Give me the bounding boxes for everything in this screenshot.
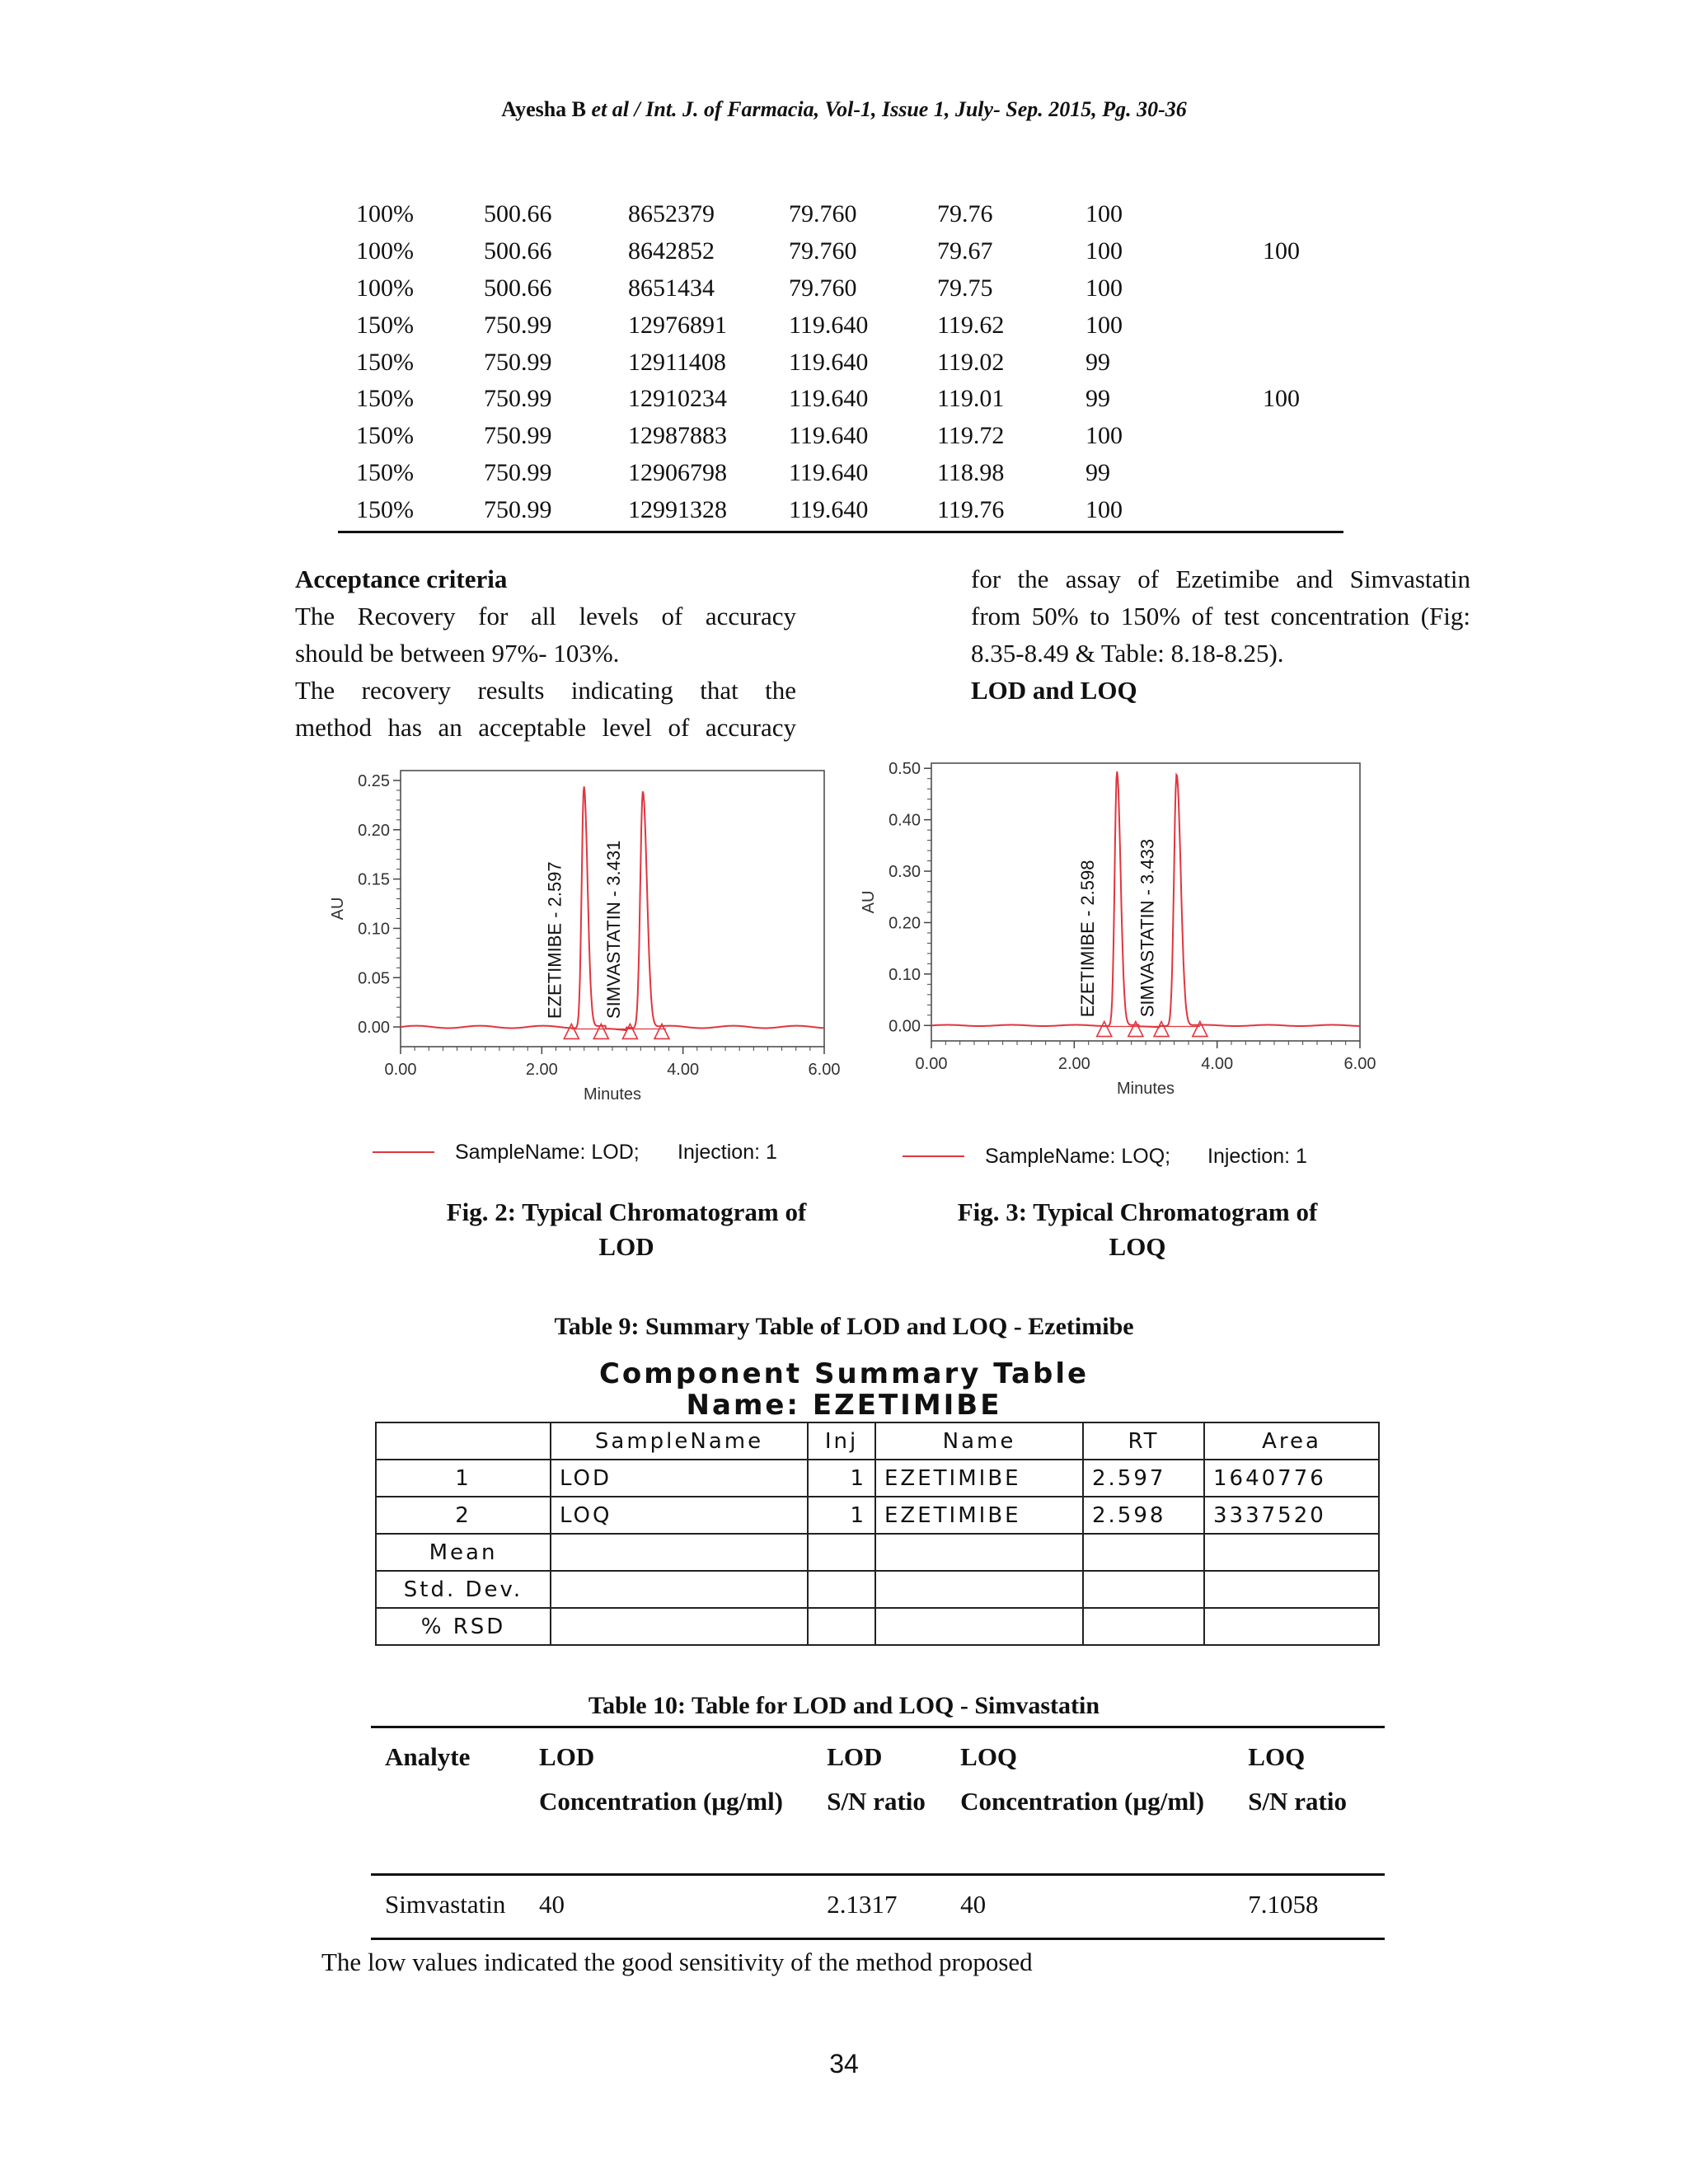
x-tick-label: 6.00	[1343, 1055, 1376, 1073]
peak-boundary-marker	[1193, 1022, 1207, 1037]
simvastatin-header-cell	[539, 1728, 827, 1824]
recovery-row	[338, 270, 1343, 307]
figure-2-caption	[429, 1195, 824, 1264]
component-cell: EZETIMIBE	[875, 1497, 1083, 1534]
peak-boundary-marker	[1128, 1022, 1143, 1037]
recovery-cell: 119.72	[937, 422, 1005, 450]
recovery-cell: 500.66	[484, 274, 552, 302]
component-cell	[1083, 1534, 1204, 1571]
simvastatin-header-line: S/N ratio	[827, 1787, 926, 1816]
component-header-cell: Name	[875, 1422, 1083, 1460]
legend-sample-name: SampleName: LOD;	[455, 1141, 640, 1164]
component-cell	[1204, 1534, 1379, 1571]
component-row	[376, 1534, 1379, 1571]
recovery-cell: 12906798	[628, 458, 727, 486]
recovery-cell: 100%	[356, 237, 414, 265]
simvastatin-header-cell	[960, 1728, 1248, 1824]
acceptance-left-column	[295, 560, 796, 746]
chromatogram-lod	[313, 762, 857, 1195]
legend-sample-name: SampleName: LOQ;	[985, 1145, 1171, 1168]
recovery-cell: 8651434	[628, 274, 715, 302]
recovery-cell: 119.640	[789, 422, 869, 450]
component-cell	[875, 1534, 1083, 1571]
recovery-cell: 79.75	[937, 274, 993, 302]
recovery-cell: 99	[1085, 458, 1110, 486]
recovery-cell: 100%	[356, 274, 414, 302]
recovery-cell: 100	[1085, 422, 1123, 450]
recovery-cell	[1263, 344, 1343, 381]
component-cell: LOQ	[551, 1497, 808, 1534]
recovery-cell	[1263, 491, 1343, 528]
recovery-cell: 119.76	[937, 495, 1005, 523]
simvastatin-table	[371, 1728, 1385, 1936]
component-summary-title	[0, 1358, 1688, 1421]
recovery-row	[338, 418, 1343, 455]
x-tick-label: 4.00	[1201, 1055, 1234, 1073]
component-cell: 2	[376, 1497, 551, 1534]
component-cell: 3337520	[1204, 1497, 1379, 1534]
simvastatin-header-row	[371, 1728, 1385, 1824]
legend-injection: Injection: 1	[1207, 1145, 1307, 1168]
component-summary-name: Name: EZETIMIBE	[686, 1389, 1002, 1422]
component-cell: 1640776	[1204, 1460, 1379, 1497]
running-header	[0, 97, 1688, 122]
y-tick-label: 0.25	[358, 771, 390, 790]
recovery-cell: 150%	[356, 495, 414, 523]
component-header-cell: SampleName	[551, 1422, 808, 1460]
component-row	[376, 1608, 1379, 1645]
figure-2-caption-line-1: Fig. 2: Typical Chromatogram of	[446, 1197, 807, 1226]
y-tick-label: 0.00	[358, 1019, 390, 1038]
recovery-cell: 119.02	[937, 348, 1005, 376]
recovery-cell: 8642852	[628, 237, 715, 265]
recovery-cell: 99	[1085, 385, 1110, 413]
header-authors: Ayesha B	[501, 97, 587, 121]
recovery-cell: 12991328	[628, 495, 727, 523]
legend-injection: Injection: 1	[678, 1141, 777, 1164]
simvastatin-header-line: LOQ	[960, 1742, 1018, 1771]
recovery-cell: 12910234	[628, 385, 727, 413]
simvastatin-header-line	[385, 1779, 539, 1824]
simvastatin-header-line: LOQ	[1248, 1742, 1306, 1771]
recovery-cell: 100	[1263, 237, 1300, 265]
component-cell	[875, 1608, 1083, 1645]
acceptance-line-1: The Recovery for all levels of accuracy	[295, 602, 796, 630]
x-tick-label: 6.00	[808, 1061, 841, 1079]
recovery-cell: 100	[1085, 311, 1123, 339]
component-cell: EZETIMIBE	[875, 1460, 1083, 1497]
recovery-cell: 100	[1085, 200, 1123, 228]
recovery-cell	[1263, 196, 1343, 233]
recovery-row	[338, 491, 1343, 528]
component-cell	[1083, 1608, 1204, 1645]
chromatogram-loq	[849, 758, 1409, 1179]
recovery-cell: 79.67	[937, 237, 993, 265]
component-cell	[808, 1534, 875, 1571]
simvastatin-cell: 40	[539, 1890, 565, 1919]
component-header-cell: Inj	[808, 1422, 875, 1460]
recovery-row	[338, 344, 1343, 381]
recovery-cell	[1263, 455, 1343, 492]
peak-label: EZETIMIBE - 2.597	[544, 861, 565, 1019]
simvastatin-spacer-row	[371, 1824, 1385, 1873]
component-row	[376, 1460, 1379, 1497]
peak-label: EZETIMIBE - 2.598	[1077, 860, 1099, 1018]
recovery-cell: 119.640	[789, 311, 869, 339]
acceptance-right-line-1: for the assay of Ezetimibe and Simvastatin	[971, 565, 1470, 593]
component-header-row	[376, 1422, 1379, 1460]
acceptance-right-column	[971, 560, 1470, 709]
recovery-cell: 150%	[356, 311, 414, 339]
acceptance-line-3: The recovery results indicating that the	[295, 676, 796, 705]
simvastatin-header-cell	[371, 1728, 539, 1824]
component-row	[376, 1571, 1379, 1608]
y-tick-label: 0.20	[358, 821, 390, 840]
simvastatin-header-cell	[1248, 1728, 1385, 1824]
recovery-table-rule	[338, 531, 1343, 533]
page-number: 34	[829, 2049, 859, 2079]
figure-2-caption-line-2: LOD	[598, 1232, 654, 1261]
y-tick-label: 0.10	[889, 965, 921, 984]
component-cell	[551, 1571, 808, 1608]
x-axis-label: Minutes	[583, 1085, 642, 1104]
y-tick-label: 0.50	[889, 760, 921, 779]
x-tick-label: 2.00	[1057, 1055, 1090, 1073]
recovery-cell: 150%	[356, 458, 414, 486]
recovery-cell	[1263, 418, 1343, 455]
figure-3-caption-line-1: Fig. 3: Typical Chromatogram of	[957, 1197, 1318, 1226]
simvastatin-header-cell	[827, 1728, 960, 1824]
recovery-cell: 12987883	[628, 422, 727, 450]
recovery-cell: 99	[1085, 348, 1110, 376]
recovery-cell: 150%	[356, 422, 414, 450]
y-tick-label: 0.15	[358, 870, 390, 889]
simvastatin-row	[371, 1873, 1385, 1936]
recovery-cell: 119.640	[789, 348, 869, 376]
component-cell	[1204, 1571, 1379, 1608]
y-axis-label: AU	[329, 897, 347, 921]
recovery-row	[338, 196, 1343, 233]
component-cell	[1204, 1608, 1379, 1645]
acceptance-right-line-2: from 50% to 150% of test concentration (Fig:	[971, 602, 1470, 630]
table-10-mid-rule	[371, 1873, 1385, 1876]
y-axis-label: AU	[860, 890, 878, 914]
recovery-cell: 750.99	[484, 458, 552, 486]
acceptance-line-2: should be between 97%- 103%.	[295, 639, 620, 668]
recovery-cell: 12911408	[628, 348, 726, 376]
acceptance-heading: Acceptance criteria	[295, 565, 508, 593]
y-tick-label: 0.00	[889, 1017, 921, 1036]
recovery-cell: 750.99	[484, 311, 552, 339]
x-axis-label: Minutes	[1116, 1080, 1175, 1098]
recovery-cell: 150%	[356, 348, 414, 376]
component-row	[376, 1497, 1379, 1534]
simvastatin-header-line: Concentration (µg/ml)	[539, 1787, 783, 1816]
y-tick-label: 0.30	[889, 863, 921, 882]
recovery-cell: 750.99	[484, 385, 552, 413]
simvastatin-cell: Simvastatin	[385, 1890, 506, 1919]
figure-3-caption	[940, 1195, 1335, 1264]
simvastatin-header-line: S/N ratio	[1248, 1787, 1347, 1816]
component-cell	[875, 1571, 1083, 1608]
x-tick-label: 4.00	[667, 1061, 700, 1079]
recovery-cell: 119.62	[937, 311, 1005, 339]
component-cell: 2.598	[1083, 1497, 1204, 1534]
recovery-row	[338, 381, 1343, 418]
component-header-cell: RT	[1083, 1422, 1204, 1460]
recovery-row	[338, 307, 1343, 344]
component-cell: % RSD	[376, 1608, 551, 1645]
simvastatin-cell: 2.1317	[827, 1890, 898, 1919]
component-summary-heading: Component Summary Table	[598, 1357, 1090, 1390]
recovery-cell: 750.99	[484, 495, 552, 523]
acceptance-right-line-3: 8.35-8.49 & Table: 8.18-8.25).	[971, 639, 1284, 668]
y-tick-label: 0.10	[358, 920, 390, 939]
simvastatin-header-line: LOD	[539, 1742, 595, 1771]
component-cell: 2.597	[1083, 1460, 1204, 1497]
simvastatin-header-line: Concentration (µg/ml)	[960, 1787, 1205, 1816]
peak-boundary-marker	[1154, 1022, 1169, 1037]
recovery-cell	[1263, 307, 1343, 344]
x-tick-label: 2.00	[525, 1061, 558, 1079]
peak-label: SIMVASTATIN - 3.431	[603, 840, 624, 1019]
recovery-cell: 150%	[356, 385, 414, 413]
recovery-cell: 100	[1263, 385, 1300, 413]
recovery-row	[338, 455, 1343, 492]
recovery-cell: 79.760	[789, 200, 857, 228]
table-10-bottom-rule	[371, 1938, 1385, 1940]
simvastatin-cell: 40	[960, 1890, 987, 1919]
recovery-row	[338, 233, 1343, 270]
acceptance-line-4: method has an acceptable level of accuracy	[295, 713, 796, 742]
closing-text: The low values indicated the good sensitivity of the method proposed	[321, 1947, 1033, 1976]
peak-label: SIMVASTATIN - 3.433	[1137, 838, 1158, 1018]
recovery-cell: 750.99	[484, 422, 552, 450]
component-cell: Mean	[376, 1534, 551, 1571]
recovery-cell: 100	[1085, 495, 1123, 523]
table-9-title: Table 9: Summary Table of LOD and LOQ - Ezetimibe	[554, 1313, 1134, 1340]
component-cell	[1083, 1571, 1204, 1608]
recovery-cell: 100	[1085, 237, 1123, 265]
simvastatin-spacer	[371, 1824, 1385, 1873]
component-cell	[551, 1534, 808, 1571]
component-cell	[808, 1608, 875, 1645]
recovery-cell: 100	[1085, 274, 1123, 302]
component-summary-table	[375, 1422, 1380, 1646]
recovery-cell: 750.99	[484, 348, 552, 376]
recovery-cell: 12976891	[628, 311, 727, 339]
recovery-cell	[1263, 270, 1343, 307]
lod-loq-heading: LOD and LOQ	[971, 676, 1137, 705]
figure-3-caption-line-2: LOQ	[1109, 1232, 1166, 1261]
recovery-cell: 500.66	[484, 237, 552, 265]
header-citation: et al / Int. J. of Farmacia, Vol-1, Issue 1, July- Sep. 2015, Pg. 30-36	[591, 97, 1187, 121]
recovery-cell: 79.760	[789, 237, 857, 265]
y-tick-label: 0.05	[358, 969, 390, 988]
component-header-cell	[376, 1422, 551, 1460]
recovery-cell: 119.01	[937, 385, 1005, 413]
y-tick-label: 0.40	[889, 811, 921, 830]
x-tick-label: 0.00	[915, 1055, 948, 1073]
recovery-cell: 79.760	[789, 274, 857, 302]
component-cell: 1	[376, 1460, 551, 1497]
recovery-cell: 118.98	[937, 458, 1005, 486]
recovery-cell: 119.640	[789, 385, 869, 413]
recovery-cell: 8652379	[628, 200, 715, 228]
simvastatin-header-line: LOD	[827, 1742, 883, 1771]
table-10-title: Table 10: Table for LOD and LOQ - Simvastatin	[588, 1692, 1100, 1719]
recovery-cell: 500.66	[484, 200, 552, 228]
component-cell	[808, 1571, 875, 1608]
component-header-cell: Area	[1204, 1422, 1379, 1460]
recovery-cell: 100%	[356, 200, 414, 228]
simvastatin-header-line: Analyte	[385, 1742, 471, 1771]
component-cell: 1	[808, 1497, 875, 1534]
recovery-table	[338, 196, 1343, 528]
recovery-cell: 119.640	[789, 495, 869, 523]
component-cell: 1	[808, 1460, 875, 1497]
x-tick-label: 0.00	[384, 1061, 417, 1079]
component-cell: LOD	[551, 1460, 808, 1497]
y-tick-label: 0.20	[889, 914, 921, 933]
component-cell	[551, 1608, 808, 1645]
recovery-cell: 79.76	[937, 200, 993, 228]
component-cell: Std. Dev.	[376, 1571, 551, 1608]
recovery-cell: 119.640	[789, 458, 869, 486]
simvastatin-cell: 7.1058	[1248, 1890, 1319, 1919]
